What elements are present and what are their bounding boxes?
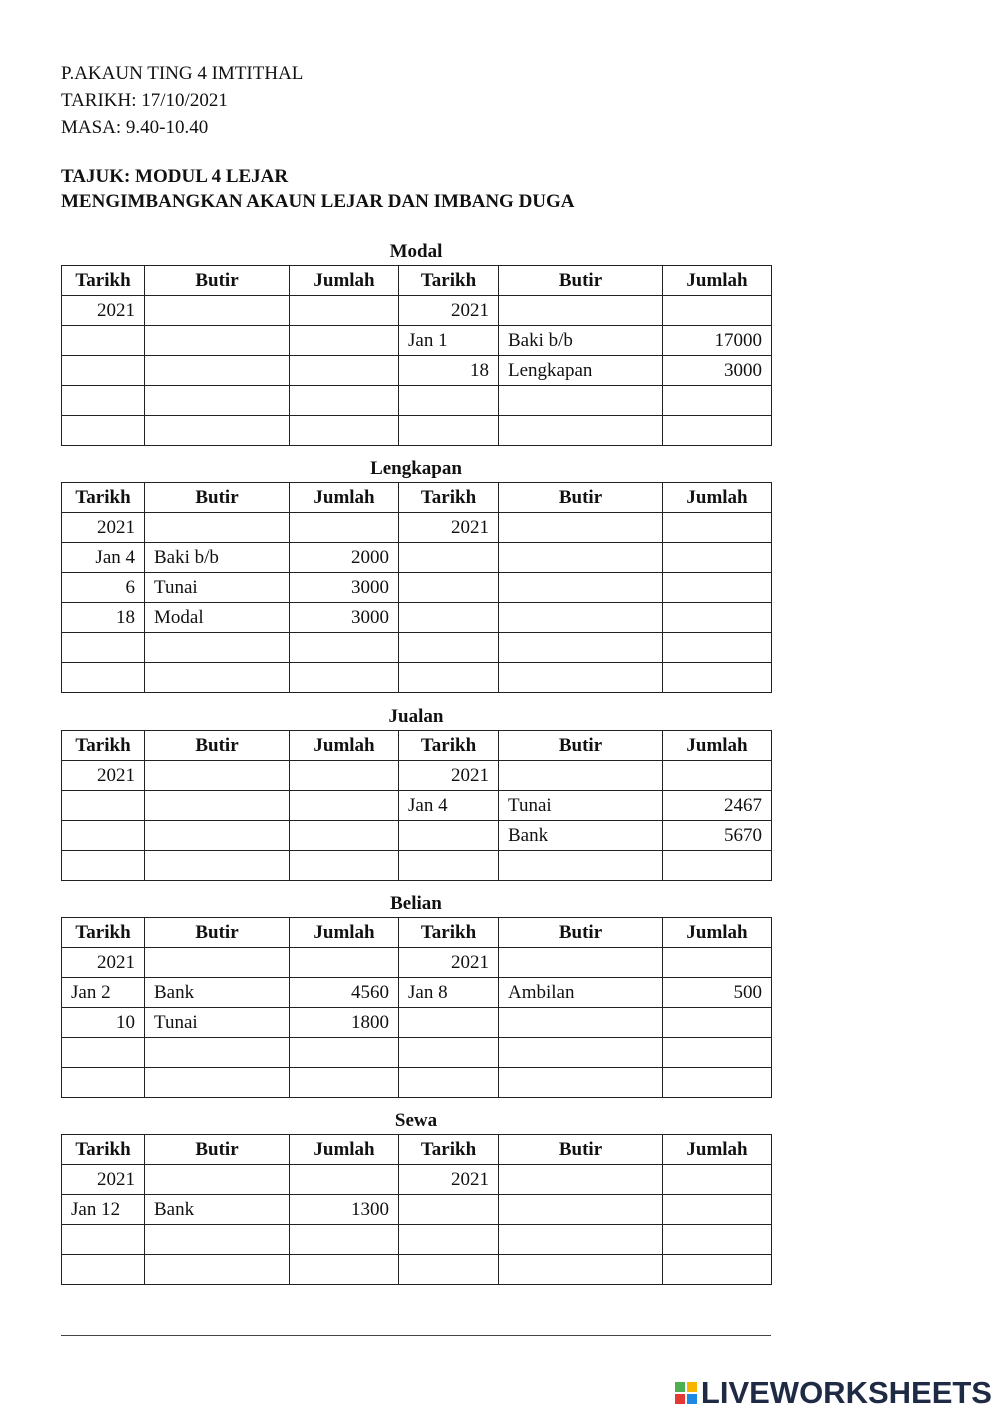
ledger-cell xyxy=(399,1195,499,1225)
ledger-cell xyxy=(62,1038,145,1068)
header-subject: P.AKAUN TING 4 IMTITHAL xyxy=(61,63,304,84)
title-topic: TAJUK: MODUL 4 LEJAR xyxy=(61,166,289,187)
ledger-cell: Jan 4 xyxy=(62,543,145,573)
ledger-cell xyxy=(145,791,290,821)
ledger-row xyxy=(62,948,772,978)
ledger-cell xyxy=(290,513,399,543)
column-header: Tarikh xyxy=(399,731,499,761)
ledger-cell xyxy=(290,1038,399,1068)
logo-square-yellow xyxy=(687,1382,697,1392)
column-header: Jumlah xyxy=(290,731,399,761)
ledger-cell: Jan 12 xyxy=(62,1195,145,1225)
ledger-cell xyxy=(499,633,663,663)
column-header: Jumlah xyxy=(290,1135,399,1165)
ledger-cell: 4560 xyxy=(290,978,399,1008)
ledger-cell xyxy=(290,1255,399,1285)
ledger-cell xyxy=(62,326,145,356)
ledger-cell xyxy=(290,851,399,881)
ledger-header-row xyxy=(62,918,772,948)
ledger-cell xyxy=(499,1068,663,1098)
ledger-cell: Lengkapan xyxy=(499,356,663,386)
ledger-cell: Tunai xyxy=(145,1008,290,1038)
ledger-cell xyxy=(663,573,772,603)
ledger-cell: 2021 xyxy=(399,1165,499,1195)
ledger-title-modal: Modal xyxy=(389,241,443,262)
ledger-row xyxy=(62,1195,772,1225)
ledger-title-belian: Belian xyxy=(390,893,442,914)
ledger-cell xyxy=(663,1195,772,1225)
ledger-cell: 2021 xyxy=(399,513,499,543)
ledger-row xyxy=(62,513,772,543)
footer-divider xyxy=(61,1335,771,1336)
ledger-cell xyxy=(145,1255,290,1285)
ledger-cell xyxy=(145,1225,290,1255)
ledger-table-jualan xyxy=(61,730,772,881)
ledger-row xyxy=(62,1255,772,1285)
ledger-cell xyxy=(145,326,290,356)
ledger-cell xyxy=(290,386,399,416)
ledger-cell: 10 xyxy=(62,1008,145,1038)
ledger-cell xyxy=(145,663,290,693)
header-date: TARIKH: 17/10/2021 xyxy=(61,90,228,111)
ledger-cell xyxy=(499,663,663,693)
ledger-cell: 6 xyxy=(62,573,145,603)
ledger-cell xyxy=(663,851,772,881)
column-header: Butir xyxy=(145,483,290,513)
ledger-cell xyxy=(663,386,772,416)
column-header: Butir xyxy=(499,483,663,513)
ledger-cell xyxy=(499,543,663,573)
ledger-cell: 17000 xyxy=(663,326,772,356)
logo-square-blue xyxy=(687,1394,697,1404)
ledger-cell xyxy=(62,356,145,386)
ledger-row xyxy=(62,1165,772,1195)
ledger-cell: Jan 4 xyxy=(399,791,499,821)
ledger-cell xyxy=(499,1008,663,1038)
ledger-cell xyxy=(499,1225,663,1255)
ledger-cell xyxy=(663,633,772,663)
ledger-row xyxy=(62,326,772,356)
ledger-cell: 2021 xyxy=(399,948,499,978)
ledger-cell xyxy=(399,543,499,573)
ledger-cell: Tunai xyxy=(499,791,663,821)
ledger-cell: Ambilan xyxy=(499,978,663,1008)
ledger-cell xyxy=(145,851,290,881)
ledger-cell xyxy=(290,1225,399,1255)
ledger-cell xyxy=(290,356,399,386)
ledger-header-row xyxy=(62,1135,772,1165)
column-header: Tarikh xyxy=(399,483,499,513)
ledger-cell xyxy=(62,851,145,881)
ledger-cell xyxy=(399,851,499,881)
ledger-cell xyxy=(499,296,663,326)
ledger-cell: Jan 2 xyxy=(62,978,145,1008)
ledger-cell xyxy=(399,633,499,663)
column-header: Tarikh xyxy=(399,266,499,296)
ledger-cell xyxy=(399,1225,499,1255)
ledger-cell xyxy=(290,1068,399,1098)
ledger-cell xyxy=(145,1068,290,1098)
ledger-cell xyxy=(499,1195,663,1225)
column-header: Jumlah xyxy=(663,1135,772,1165)
ledger-cell xyxy=(663,1038,772,1068)
ledger-cell xyxy=(145,821,290,851)
ledger-cell xyxy=(145,296,290,326)
ledger-cell xyxy=(663,543,772,573)
ledger-table-belian xyxy=(61,917,772,1098)
column-header: Butir xyxy=(499,918,663,948)
ledger-cell: Tunai xyxy=(145,573,290,603)
ledger-cell xyxy=(62,821,145,851)
column-header: Tarikh xyxy=(62,1135,145,1165)
ledger-cell xyxy=(290,821,399,851)
ledger-cell xyxy=(663,1008,772,1038)
ledger-cell xyxy=(145,1038,290,1068)
ledger-table-lengkapan xyxy=(61,482,772,693)
ledger-row xyxy=(62,663,772,693)
ledger-cell: Modal xyxy=(145,603,290,633)
ledger-cell xyxy=(399,1068,499,1098)
ledger-cell xyxy=(499,761,663,791)
liveworksheets-logo-icon xyxy=(675,1382,697,1404)
ledger-cell xyxy=(399,663,499,693)
column-header: Tarikh xyxy=(399,918,499,948)
ledger-row xyxy=(62,296,772,326)
ledger-cell xyxy=(399,1255,499,1285)
column-header: Butir xyxy=(499,731,663,761)
ledger-cell xyxy=(145,948,290,978)
ledger-cell xyxy=(499,1038,663,1068)
ledger-cell xyxy=(145,356,290,386)
ledger-cell xyxy=(499,573,663,603)
ledger-cell xyxy=(499,513,663,543)
ledger-cell: 5670 xyxy=(663,821,772,851)
ledger-cell: Jan 8 xyxy=(399,978,499,1008)
ledger-cell: 2021 xyxy=(62,948,145,978)
ledger-row xyxy=(62,543,772,573)
ledger-row xyxy=(62,573,772,603)
ledger-cell xyxy=(399,573,499,603)
ledger-cell xyxy=(663,1165,772,1195)
ledger-cell xyxy=(145,761,290,791)
ledger-cell: 2021 xyxy=(62,1165,145,1195)
ledger-cell xyxy=(62,1255,145,1285)
ledger-cell: Bank xyxy=(145,978,290,1008)
ledger-cell: 3000 xyxy=(663,356,772,386)
document-header xyxy=(61,60,303,141)
ledger-cell xyxy=(499,386,663,416)
ledger-cell: 18 xyxy=(399,356,499,386)
ledger-cell xyxy=(663,513,772,543)
ledger-header-row xyxy=(62,483,772,513)
ledger-cell xyxy=(499,851,663,881)
document-title xyxy=(61,164,575,214)
ledger-table-sewa xyxy=(61,1134,772,1285)
ledger-header-row xyxy=(62,731,772,761)
ledger-cell xyxy=(663,1225,772,1255)
ledger-row xyxy=(62,1068,772,1098)
ledger-cell xyxy=(663,761,772,791)
column-header: Tarikh xyxy=(399,1135,499,1165)
column-header: Butir xyxy=(145,918,290,948)
ledger-cell xyxy=(290,296,399,326)
logo-square-red xyxy=(675,1394,685,1404)
ledger-header-row xyxy=(62,266,772,296)
ledger-cell: 2021 xyxy=(62,761,145,791)
ledger-cell xyxy=(145,386,290,416)
column-header: Tarikh xyxy=(62,731,145,761)
ledger-cell: 3000 xyxy=(290,573,399,603)
column-header: Butir xyxy=(145,731,290,761)
ledger-row xyxy=(62,791,772,821)
ledger-cell xyxy=(145,416,290,446)
ledger-cell xyxy=(499,603,663,633)
ledger-cell: Jan 1 xyxy=(399,326,499,356)
ledger-cell xyxy=(62,633,145,663)
column-header: Jumlah xyxy=(290,483,399,513)
ledger-title-lengkapan: Lengkapan xyxy=(370,458,462,479)
logo-square-green xyxy=(675,1382,685,1392)
column-header: Jumlah xyxy=(663,266,772,296)
ledger-cell xyxy=(663,948,772,978)
ledger-row xyxy=(62,416,772,446)
ledger-cell xyxy=(399,1038,499,1068)
ledger-row xyxy=(62,761,772,791)
ledger-cell xyxy=(663,663,772,693)
ledger-cell xyxy=(663,416,772,446)
ledger-row xyxy=(62,978,772,1008)
ledger-cell: Baki b/b xyxy=(145,543,290,573)
ledger-cell: 18 xyxy=(62,603,145,633)
ledger-title-jualan: Jualan xyxy=(388,706,444,727)
ledger-cell xyxy=(145,633,290,663)
ledger-cell xyxy=(290,633,399,663)
ledger-row xyxy=(62,603,772,633)
ledger-cell: 2021 xyxy=(399,761,499,791)
ledger-row xyxy=(62,1225,772,1255)
ledger-cell xyxy=(499,416,663,446)
ledger-cell: 1300 xyxy=(290,1195,399,1225)
column-header: Jumlah xyxy=(663,918,772,948)
column-header: Jumlah xyxy=(290,918,399,948)
ledger-title-sewa: Sewa xyxy=(394,1110,438,1131)
ledger-cell xyxy=(663,1255,772,1285)
ledger-row xyxy=(62,633,772,663)
ledger-row xyxy=(62,1038,772,1068)
ledger-cell xyxy=(290,948,399,978)
column-header: Tarikh xyxy=(62,918,145,948)
ledger-cell: Baki b/b xyxy=(499,326,663,356)
ledger-cell xyxy=(290,1165,399,1195)
ledger-cell: 2021 xyxy=(62,296,145,326)
ledger-cell xyxy=(145,513,290,543)
ledger-cell: Bank xyxy=(499,821,663,851)
ledger-cell xyxy=(145,1165,290,1195)
column-header: Butir xyxy=(499,266,663,296)
ledger-row xyxy=(62,1008,772,1038)
column-header: Jumlah xyxy=(663,731,772,761)
ledger-cell xyxy=(663,1068,772,1098)
ledger-cell xyxy=(399,603,499,633)
ledger-row xyxy=(62,821,772,851)
column-header: Butir xyxy=(145,266,290,296)
ledger-cell xyxy=(290,326,399,356)
column-header: Butir xyxy=(145,1135,290,1165)
title-description: MENGIMBANGKAN AKAUN LEJAR DAN IMBANG DUGA xyxy=(61,191,575,212)
ledger-cell: 2021 xyxy=(399,296,499,326)
ledger-cell: 2021 xyxy=(62,513,145,543)
column-header: Jumlah xyxy=(663,483,772,513)
ledger-cell xyxy=(62,1225,145,1255)
ledger-cell: 2467 xyxy=(663,791,772,821)
ledger-cell xyxy=(290,791,399,821)
ledger-cell xyxy=(399,416,499,446)
column-header: Tarikh xyxy=(62,483,145,513)
ledger-cell xyxy=(290,416,399,446)
column-header: Butir xyxy=(499,1135,663,1165)
ledger-cell xyxy=(62,1068,145,1098)
ledger-cell xyxy=(399,821,499,851)
ledger-table-modal xyxy=(61,265,772,446)
ledger-cell: Bank xyxy=(145,1195,290,1225)
ledger-cell xyxy=(399,1008,499,1038)
ledger-cell xyxy=(62,791,145,821)
ledger-cell xyxy=(62,663,145,693)
ledger-row xyxy=(62,386,772,416)
ledger-cell xyxy=(663,603,772,633)
liveworksheets-brand xyxy=(675,1373,992,1413)
ledger-cell: 1800 xyxy=(290,1008,399,1038)
ledger-cell xyxy=(62,416,145,446)
ledger-cell: 3000 xyxy=(290,603,399,633)
ledger-cell xyxy=(62,386,145,416)
ledger-row xyxy=(62,356,772,386)
brand-wordmark: LIVEWORKSHEETS xyxy=(700,1375,992,1410)
ledger-cell xyxy=(399,386,499,416)
ledger-cell: 2000 xyxy=(290,543,399,573)
ledger-cell xyxy=(499,948,663,978)
column-header: Tarikh xyxy=(62,266,145,296)
ledger-cell xyxy=(499,1255,663,1285)
ledger-cell xyxy=(499,1165,663,1195)
column-header: Jumlah xyxy=(290,266,399,296)
ledger-cell: 500 xyxy=(663,978,772,1008)
ledger-cell xyxy=(290,663,399,693)
ledger-row xyxy=(62,851,772,881)
ledger-cell xyxy=(290,761,399,791)
header-time: MASA: 9.40-10.40 xyxy=(61,117,209,138)
ledger-cell xyxy=(663,296,772,326)
